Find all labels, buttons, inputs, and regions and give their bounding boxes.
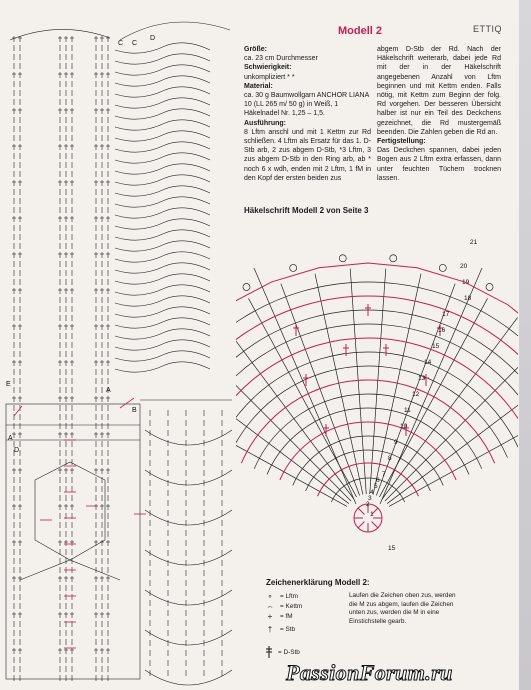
round-number-label: 3 xyxy=(368,495,372,502)
round-number-label: 12 xyxy=(412,391,420,398)
legend-item xyxy=(264,592,344,602)
round-number-label: 10 xyxy=(400,423,408,430)
legend-list xyxy=(264,592,344,638)
legend-item xyxy=(264,612,344,622)
chart-section-letter: D xyxy=(150,35,156,42)
diagram-title: Häkelschrift Modell 2 von Seite 3 xyxy=(244,206,369,215)
treble-crochet-symbol-icon xyxy=(264,645,274,659)
round-number-label: 7 xyxy=(382,471,386,478)
chart-section-letter: C xyxy=(118,40,124,47)
chart-section-letter: C xyxy=(132,40,138,47)
material-value: ca. 30 g Baumwollgarn ANCHOR LIANA 10 (LL 265 m/ 50 g) in Weiß, 1 Häkelnadel Nr. 1,25 – 1,5. xyxy=(244,92,369,118)
round-number-label: 15 xyxy=(432,343,440,350)
info-column-left xyxy=(244,45,371,183)
legend-item xyxy=(264,602,344,612)
square-crochet-chart xyxy=(0,0,232,690)
chain-symbol-icon: ∘ xyxy=(267,592,273,601)
round-number-label: 15 xyxy=(388,545,396,552)
round-number-label: 18 xyxy=(464,295,472,302)
round-number-label: 20 xyxy=(460,263,468,270)
legend-label: = D-Stb xyxy=(278,648,300,656)
round-number-label: 9 xyxy=(394,439,398,446)
slip-stitch-symbol-icon: ⌢ xyxy=(267,602,273,611)
chart-section-letter: E xyxy=(6,381,11,388)
round-number-label: 21 xyxy=(470,239,478,246)
round-number-label: 2 xyxy=(366,501,370,508)
legend-label: = fM xyxy=(280,613,293,620)
round-number-label: 5 xyxy=(374,483,378,490)
round-number-label: 19 xyxy=(462,279,470,286)
legend-note: Laufen die Zeichen oben zus, werden die M zus abgem, laufen die Zeichen unten zus, werden die M in eine Einstichstelle gearb. xyxy=(349,592,456,625)
round-number-label: 6 xyxy=(376,477,380,484)
difficulty-value: unkompliziert * * xyxy=(244,73,295,81)
round-number-label: 1 xyxy=(370,511,374,518)
chart-section-letter: D xyxy=(14,447,20,454)
legend-label: = Kettm xyxy=(280,603,303,610)
page-edge-strip xyxy=(519,0,531,690)
difficulty-heading: Schwierigkeit: xyxy=(244,64,292,72)
legend-item-dstb xyxy=(264,645,300,659)
instructions-continued: abgem D-Stb der Rd. Nach der Häkelschrift weiterarb, dabei jede Rd mit der in der Häkelschrift angegebenen Anzahl von Lftm beginnen und mit Kettm enden. Falls nötig, mit Kettm zum Beginn der folg. Rd vorgehen. Der besseren Übersicht halber ist nur ein Teil des Deckchens gezeichnet, die Rd mustergemäß beenden. Die Zahlen geben die Rd an. xyxy=(377,46,501,136)
size-heading: Größe: xyxy=(244,46,267,53)
round-number-label: 14 xyxy=(424,359,432,366)
material-heading: Material: xyxy=(244,82,273,90)
site-watermark: PassionForum.ru xyxy=(286,660,453,685)
round-number-label: 13 xyxy=(418,375,426,382)
round-number-label: 17 xyxy=(442,311,450,318)
finishing-heading: Fertigstellung: xyxy=(377,138,426,146)
legend-item xyxy=(264,622,344,638)
doily-chart xyxy=(236,220,518,560)
round-number-label: 8 xyxy=(388,455,392,462)
model-title: Modell 2 xyxy=(338,25,383,37)
round-number-label: 4 xyxy=(370,489,374,496)
round-number-label: 11 xyxy=(404,407,411,414)
legend-label: = Lftm xyxy=(280,593,298,600)
instructions-heading: Ausführung: xyxy=(244,119,286,127)
double-crochet-symbol-icon: † xyxy=(267,625,273,634)
info-column-right xyxy=(377,45,501,183)
chart-section-letter: B xyxy=(132,407,137,414)
legend-label: = Stb xyxy=(280,626,296,633)
page-code: ETTIQ xyxy=(473,24,502,34)
single-crochet-symbol-icon: + xyxy=(267,612,273,621)
legend-title: Zeichenerklärung Modell 2: xyxy=(266,578,370,587)
round-number-label: 16 xyxy=(438,327,446,334)
chart-section-letter: A xyxy=(106,387,111,394)
chart-section-letter: A xyxy=(8,435,13,442)
finishing-text: Das Deckchen spannen, dabei jeden Bogen aus 2 Lftm extra erfassen, dann unter feuchten Tüchern trocknen lassen. xyxy=(377,147,501,182)
instructions-text: 8 Lftm anschl und mit 1 Kettm zur Rd schließen. 4 Lftm als Ersatz für das 1. D-Stb arb, 2 zus abgem D-Stb, *3 Lftm, 3 zus abgem D-Stb in den Ring arb, ab * noch 6 x wdh, enden mit 2 Lftm, 1 fM in den Kopf der ersten beiden zus xyxy=(244,128,371,182)
size-value: ca. 23 cm Durchmesser xyxy=(244,55,318,63)
